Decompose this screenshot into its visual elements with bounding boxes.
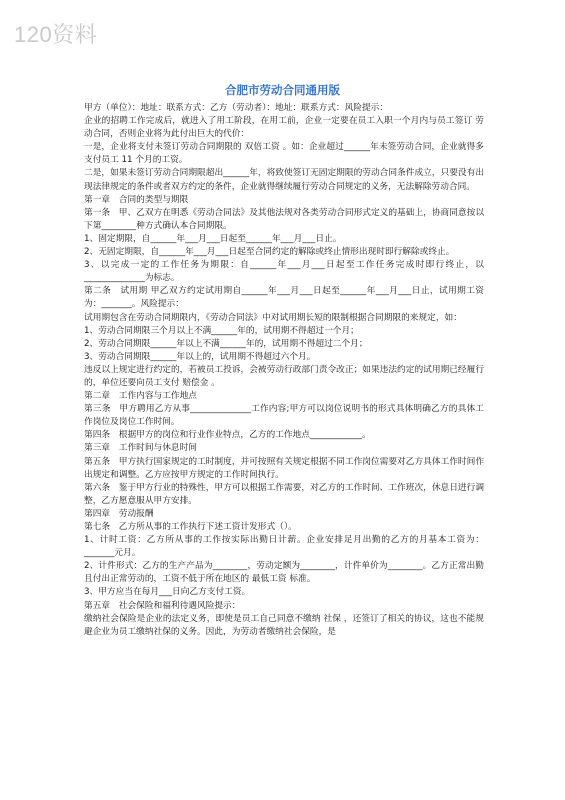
- paragraph: 第五条 甲方执行国家规定的工时制度，并可按照有关规定根据不同工作岗位需要对乙方具体工作时间作出规定和调整。乙方应按甲方规定的工作时间执行。: [84, 456, 484, 480]
- paragraph: 第二条 试用期 甲乙双方约定试用期自______年___月___日起至______年___月___日止，试用期工资为：_______。风险提示：: [84, 286, 484, 310]
- paragraph: 第一章 合同的类型与期限: [84, 194, 189, 205]
- paragraph: 第四条 根据甲方的岗位和行业作业特点，乙方的工作地点____________。: [84, 430, 371, 441]
- watermark: 120资料: [14, 22, 98, 47]
- paragraph: 第七条 乙方所从事的工作执行下述工资计发形式（）。: [84, 522, 297, 532]
- paragraph: 3、甲方应当在每月___日向乙方支付工资。: [84, 587, 251, 598]
- paragraph: 3、以完成一定的工作任务为期限：自______年___月___日起至工作任务完成时即行终止，以______________为标志。: [84, 260, 484, 284]
- paragraph: 3、劳动合同期限______年以上的，试用期不得超过六个月。: [84, 351, 316, 362]
- paragraph: 2、无固定期限，自______年___月___日起至合同约定的解除或终止情形出现时即行解除或终止。: [84, 247, 455, 258]
- document-body: [84, 102, 484, 639]
- paragraph: 一是，企业将支付未签订劳动合同期限的 双倍工资 。如：企业超过______年未签劳动合同，企业就得多支付员工 11 个月的工资。: [84, 142, 484, 166]
- paragraph: 缴纳社会保险是企业的法定义务，即使是员工自己同意不缴纳 社保 ，还签订了相关的协议，这也不能规避企业为员工缴纳社保的义务。因此，为劳动者缴纳社会保险，是: [84, 613, 484, 637]
- paragraph: 第四章 劳动报酬: [84, 508, 154, 519]
- paragraph: 第三章 工作时间与休息时间: [84, 443, 197, 454]
- paragraph: 第二章 工作内容与工作地点: [84, 391, 197, 402]
- document-title: 合肥市劳动合同通用版: [225, 83, 340, 97]
- paragraph: 二是，如果未签订劳动合同期限超出______年，将致使签订无固定期限的劳动合同条件成立，只要没有出现法律规定的条件或者双方约定的条件，企业就得继续履行劳动合同规定的义务，无法解除劳动合同。: [84, 168, 484, 192]
- paragraph: 违反以上规定进行约定的，若被员工投诉，会被劳动行政部门责令改正；如果违法约定的试用期已经履行的，单位还要向员工支付 赔偿金 。: [84, 364, 484, 388]
- paragraph: 第一条 甲、乙双方在明悉《劳动合同法》及其他法规对各类劳动合同形式定义的基础上，协商同意按以下第________种方式确认本合同期限。: [84, 207, 484, 231]
- paragraph: 1、计时工资：乙方所从事的工作按实际出勤日计薪。企业安排足月出勤的乙方的月基本工资为：_______元月。: [84, 535, 484, 559]
- paragraph: 2、计件形式：乙方的生产产品为________，劳动定额为________，计件单价为________。乙方正常出勤且付出正常劳动的，工资不低于所在地区的 最低工资 标准。: [84, 561, 484, 585]
- paragraph: 1、劳动合同期限三个月以上不满______年的，试用期不得超过一个月；: [84, 325, 359, 336]
- paragraph: 第五章 社会保险和福利待遇风险提示：: [84, 600, 241, 611]
- paragraph: 1、固定期限，自______年___月___日起至______年___月___日止。: [84, 233, 342, 244]
- paragraph: 第六条 鉴于甲方行业的特殊性，甲方可以根据工作需要，对乙方的工作时间、工作班次，休息日进行调整，乙方愿意服从甲方安排。: [84, 482, 484, 506]
- paragraph: 2、劳动合同期限______年以上不满______年的，试用期不得超过二个月；: [84, 338, 368, 349]
- paragraph: 第三条 甲方聘用乙方从事______________工作内容;甲方可以岗位说明书的形式具体明确乙方的具体工作岗位及岗位工作时间。: [84, 404, 484, 428]
- paragraph: 试用期包含在劳动合同期限内，《劳动合同法》中对试用期长短的限制根据合同期限的来规定，如：: [84, 312, 462, 323]
- paragraph: 甲方（单位）：地址：联系方式：乙方（劳动者）：地址：联系方式：风险提示：: [84, 103, 389, 113]
- paragraph: 企业的招聘工作完成后，就进入了用工阶段，在用工前，企业一定要在员工入职一个月内与员工签订 劳动合同，否则企业将为此付出巨大的代价：: [84, 116, 484, 140]
